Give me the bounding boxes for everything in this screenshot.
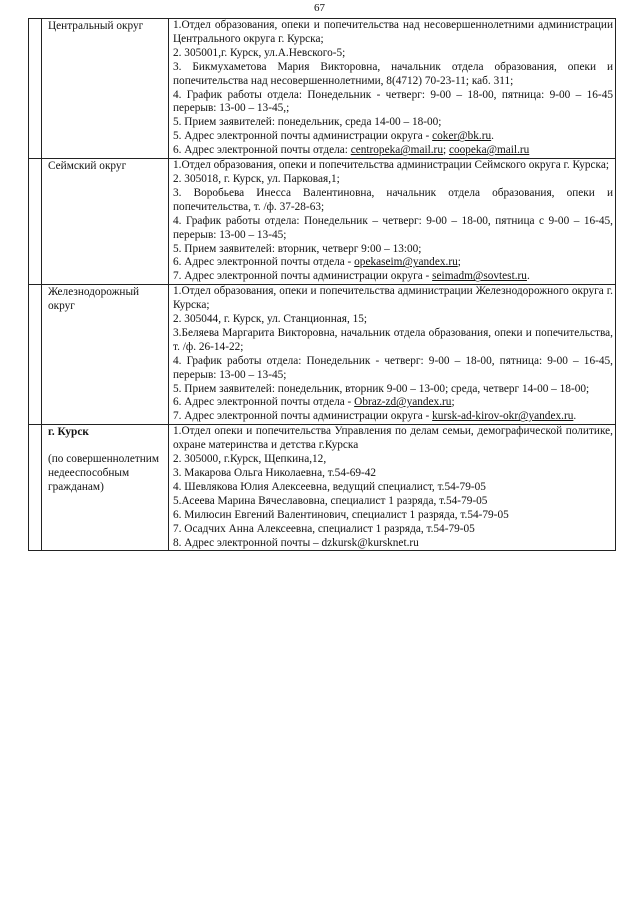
info-text: 1.Отдел образования, опеки и попечительства администрации Сеймского округа г. Курска; (173, 159, 610, 172)
info-line (173, 173, 613, 187)
info-text: 4. График работы отдела: Понедельник – четверг: 9-00 – 18-00, пятница с 9-00 – 16-45, перерыв: 13-00 – 13-45; (173, 214, 613, 241)
info-line (173, 116, 613, 130)
info-text: 7. Адрес электронной почты администрации округа - (173, 410, 433, 423)
district-cell (42, 285, 169, 425)
info-text: 4. График работы отдела: Понедельник - четверг: 9-00 – 18-00, пятница: 9-00 – 16-45, перерыв: 13-00 – 13-45; (173, 354, 613, 381)
info-text: 2. 305001,г. Курск, ул.А.Невского-5; (173, 46, 346, 59)
email-link[interactable]: kursk-ad-kirov-okr@yandex.ru (432, 410, 574, 423)
email-link[interactable]: Obraz-zd@yandex.ru (354, 396, 452, 409)
info-line (173, 537, 613, 551)
info-text: 7. Адрес электронной почты администрации округа - (173, 270, 433, 283)
info-line (173, 243, 613, 257)
info-line (173, 327, 613, 355)
info-line (173, 509, 613, 523)
info-text: 3. Бикмухаметова Мария Викторовна, начальник отдела образования, опеки и попечительства над несовершеннолетними, 8(4712) 70-23-11; каб. 311; (173, 60, 613, 87)
district-name: Железнодорожный округ (48, 286, 140, 313)
info-cell (169, 425, 616, 551)
info-line (173, 19, 613, 47)
info-text: 1.Отдел образования, опеки и попечительства над несовершеннолетними администрации Центрального округа г. Курска; (173, 19, 613, 45)
info-text-suffix: . (491, 130, 494, 143)
info-line (173, 285, 613, 313)
blank-cell (29, 19, 42, 159)
info-text: 7. Осадчих Анна Алексеевна, специалист 1 разряда, т.54-79-05 (173, 522, 475, 535)
info-line (173, 313, 613, 327)
info-text-suffix: ; (457, 256, 461, 269)
table-row (29, 19, 616, 159)
info-line (173, 396, 613, 410)
info-line (173, 130, 613, 144)
table-row (29, 159, 616, 285)
info-text: 6. Милюсин Евгений Валентинович, специалист 1 разряда, т.54-79-05 (173, 508, 509, 521)
info-line (173, 495, 613, 509)
info-text-suffix: . (573, 410, 577, 423)
info-text: 2. 305018, г. Курск, ул. Парковая,1; (173, 172, 340, 185)
email-link[interactable]: opekaseim@yandex.ru (354, 256, 458, 269)
info-text: 5.Асеева Марина Вячеславовна, специалист 1 разряда, т.54-79-05 (173, 494, 488, 507)
info-text: 1.Отдел опеки и попечительства Управления по делам семьи, демографической политике, охране материнства и детства г.Курска (173, 425, 613, 452)
email-link[interactable]: coopeka@mail.ru (448, 144, 530, 157)
page-number: 67 (314, 2, 325, 14)
info-line (173, 61, 613, 89)
district-cell (42, 425, 169, 551)
info-text: 6. Адрес электронной почты отдела: (173, 144, 351, 157)
info-text: 5. Адрес электронной почты администрации округа - (173, 130, 433, 143)
info-line (173, 523, 613, 537)
district-cell (42, 159, 169, 285)
district-name: Центральный округ (48, 20, 144, 32)
info-line (173, 425, 613, 453)
info-text: 4. График работы отдела: Понедельник - четверг: 9-00 – 18-00, пятница: 9-00 – 16-45 перерыв: 13-00 – 13-45,; (173, 88, 613, 115)
district-note: (по совершеннолетним недееспособным гражданам) (48, 453, 160, 493)
info-text-suffix: . (526, 270, 530, 283)
table-row (29, 285, 616, 425)
blank-cell (29, 425, 42, 551)
info-line (173, 453, 613, 467)
info-line (173, 144, 613, 158)
info-cell (169, 285, 616, 425)
info-cell (169, 19, 616, 159)
info-text: 5. Прием заявителей: понедельник, вторник 9-00 – 13-00; среда, четверг 14-00 – 18-00; (173, 382, 590, 395)
blank-cell (29, 159, 42, 285)
info-text: 3. Макарова Ольга Николаевна, т.54-69-42 (173, 467, 377, 479)
info-text: 8. Адрес электронной почты – dzkursk@kursknet.ru (173, 536, 419, 549)
info-cell (169, 159, 616, 285)
info-text: 4. Шевлякова Юлия Алексеевна, ведущий специалист, т.54-79-05 (173, 480, 486, 493)
info-text: 6. Адрес электронной почты отдела - (173, 256, 355, 269)
info-text: 1.Отдел образования, опеки и попечительства администрации Железнодорожного округа г. Курска; (173, 285, 613, 312)
info-line (173, 187, 613, 215)
info-text: 2. 305000, г.Курск, Щепкина,12, (173, 453, 327, 466)
table-row (29, 425, 616, 551)
info-line (173, 410, 613, 424)
district-cell (42, 19, 169, 159)
info-text-suffix: ; (442, 144, 449, 157)
info-text: 6. Адрес электронной почты отдела - (173, 396, 355, 409)
info-line (173, 159, 613, 173)
info-text: 3.Беляева Маргарита Викторовна, начальник отдела образования, опеки и попечительства, т. /ф. 26-14-22; (173, 326, 613, 353)
info-line (173, 467, 613, 481)
info-line (173, 355, 613, 383)
info-line (173, 89, 613, 117)
info-text: 5. Прием заявителей: понедельник, среда 14-00 – 18-00; (173, 116, 442, 129)
info-line (173, 215, 613, 243)
info-text: 2. 305044, г. Курск, ул. Станционная, 15; (173, 313, 368, 326)
info-line (173, 47, 613, 61)
email-link[interactable]: centropeka@mail.ru (350, 144, 443, 157)
contacts-table (28, 18, 616, 551)
email-link[interactable]: coker@bk.ru (432, 130, 492, 143)
district-name: Сеймский округ (48, 160, 127, 173)
info-line (173, 270, 613, 284)
email-link[interactable]: seimadm@sovtest.ru (432, 270, 527, 283)
info-text: 5. Прием заявителей: вторник, четверг 9:00 – 13:00; (173, 242, 422, 255)
info-text: 3. Воробьева Инесса Валентиновна, начальник отдела образования, опеки и попечительства, т. /ф. 37-28-63; (173, 186, 613, 213)
info-line (173, 256, 613, 270)
info-line (173, 383, 613, 397)
info-text-suffix: ; (451, 396, 455, 409)
info-line (173, 481, 613, 495)
blank-cell (29, 285, 42, 425)
district-name: г. Курск (48, 426, 89, 439)
